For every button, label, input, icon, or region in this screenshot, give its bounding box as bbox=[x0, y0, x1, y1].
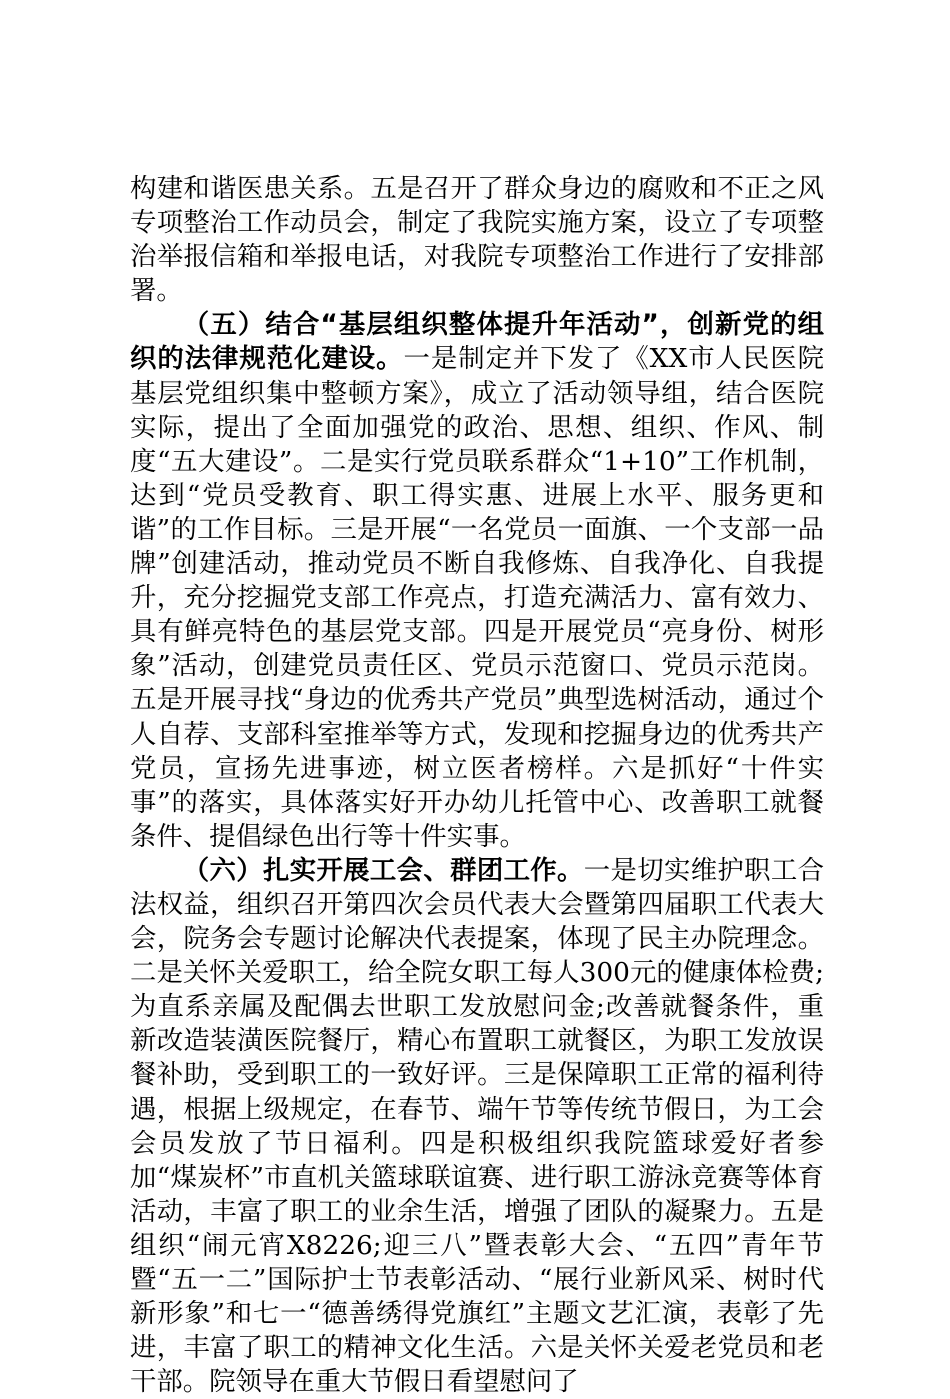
section-heading: （六）扎实开展工会、群团工作。 bbox=[182, 854, 584, 886]
document-body bbox=[130, 172, 824, 1399]
paragraph-body: 一是制定并下发了《XX市人民医院基层党组织集中整顿方案》，成立了活动领导组，结合医院实际，提出了全面加强党的政治、思想、组织、作风、制度“五大建设”。二是实行党员联系群众“1+10”工作机制，达到“党员受教育、职工得实惠、进展上水平、服务更和谐”的工作目标。三是开展“一名党员一面旗、一个支部一品牌”创建活动，推动党员不断自我修炼、自我净化、自我提升，充分挖掘党支部工作亮点，打造充满活力、富有效力、具有鲜亮特色的基层党支部。四是开展党员“亮身份、树形象”活动，创建党员责任区、党员示范窗口、党员示范岗。五是开展寻找“身边的优秀共产党员”典型选树活动，通过个人自荐、支部科室推举等方式，发现和挖掘身边的优秀共产党员，宣扬先进事迹，树立医者榜样。六是抓好“十件实事”的落实，具体落实好开办幼儿托管中心、改善职工就餐条件、提倡绿色出行等十件实事。 bbox=[130, 343, 825, 852]
paragraph-body: 一是切实维护职工合法权益，组织召开第四次会员代表大会暨第四届职工代表大会，院务会专题讨论解决代表提案，体现了民主办院理念。二是关怀关爱职工，给全院女职工每人300元的健康体检费;为直系亲属及配偶去世职工发放慰问金;改善就餐条件，重新改造装潢医院餐厅，精心布置职工就餐区，为职工发放误餐补助，受到职工的一致好评。三是保障职工正常的福利待遇，根据上级规定，在春节、端午节等传统节假日，为工会会员发放了节日福利。四是积极组织我院篮球爱好者参加“煤炭杯”市直机关篮球联谊赛、进行职工游泳竞赛等体育活动，丰富了职工的业余生活，增强了团队的凝聚力。五是组织“闹元宵X8226;迎三八”暨表彰大会、“五四”青年节暨“五一二”国际护士节表彰活动、“展行业新风采、树时代新形象”和七一“德善绣得党旗红”主题文艺汇演，表彰了先进，丰富了职工的精神文化生活。六是关怀关爱老党员和老干部。院领导在重大节假日看望慰问了 bbox=[130, 854, 825, 1398]
paragraph-section-6 bbox=[130, 854, 824, 1399]
paragraph-section-5 bbox=[130, 308, 824, 854]
paragraph-continuation bbox=[130, 172, 824, 308]
paragraph-body: 构建和谐医患关系。五是召开了群众身边的腐败和不正之风专项整治工作动员会，制定了我院实施方案，设立了专项整治举报信箱和举报电话，对我院专项整治工作进行了安排部署。 bbox=[130, 173, 824, 307]
section-heading: （五）结合“基层组织整体提升年活动”，创新党的组织的法律规范化建设。 bbox=[130, 309, 824, 375]
